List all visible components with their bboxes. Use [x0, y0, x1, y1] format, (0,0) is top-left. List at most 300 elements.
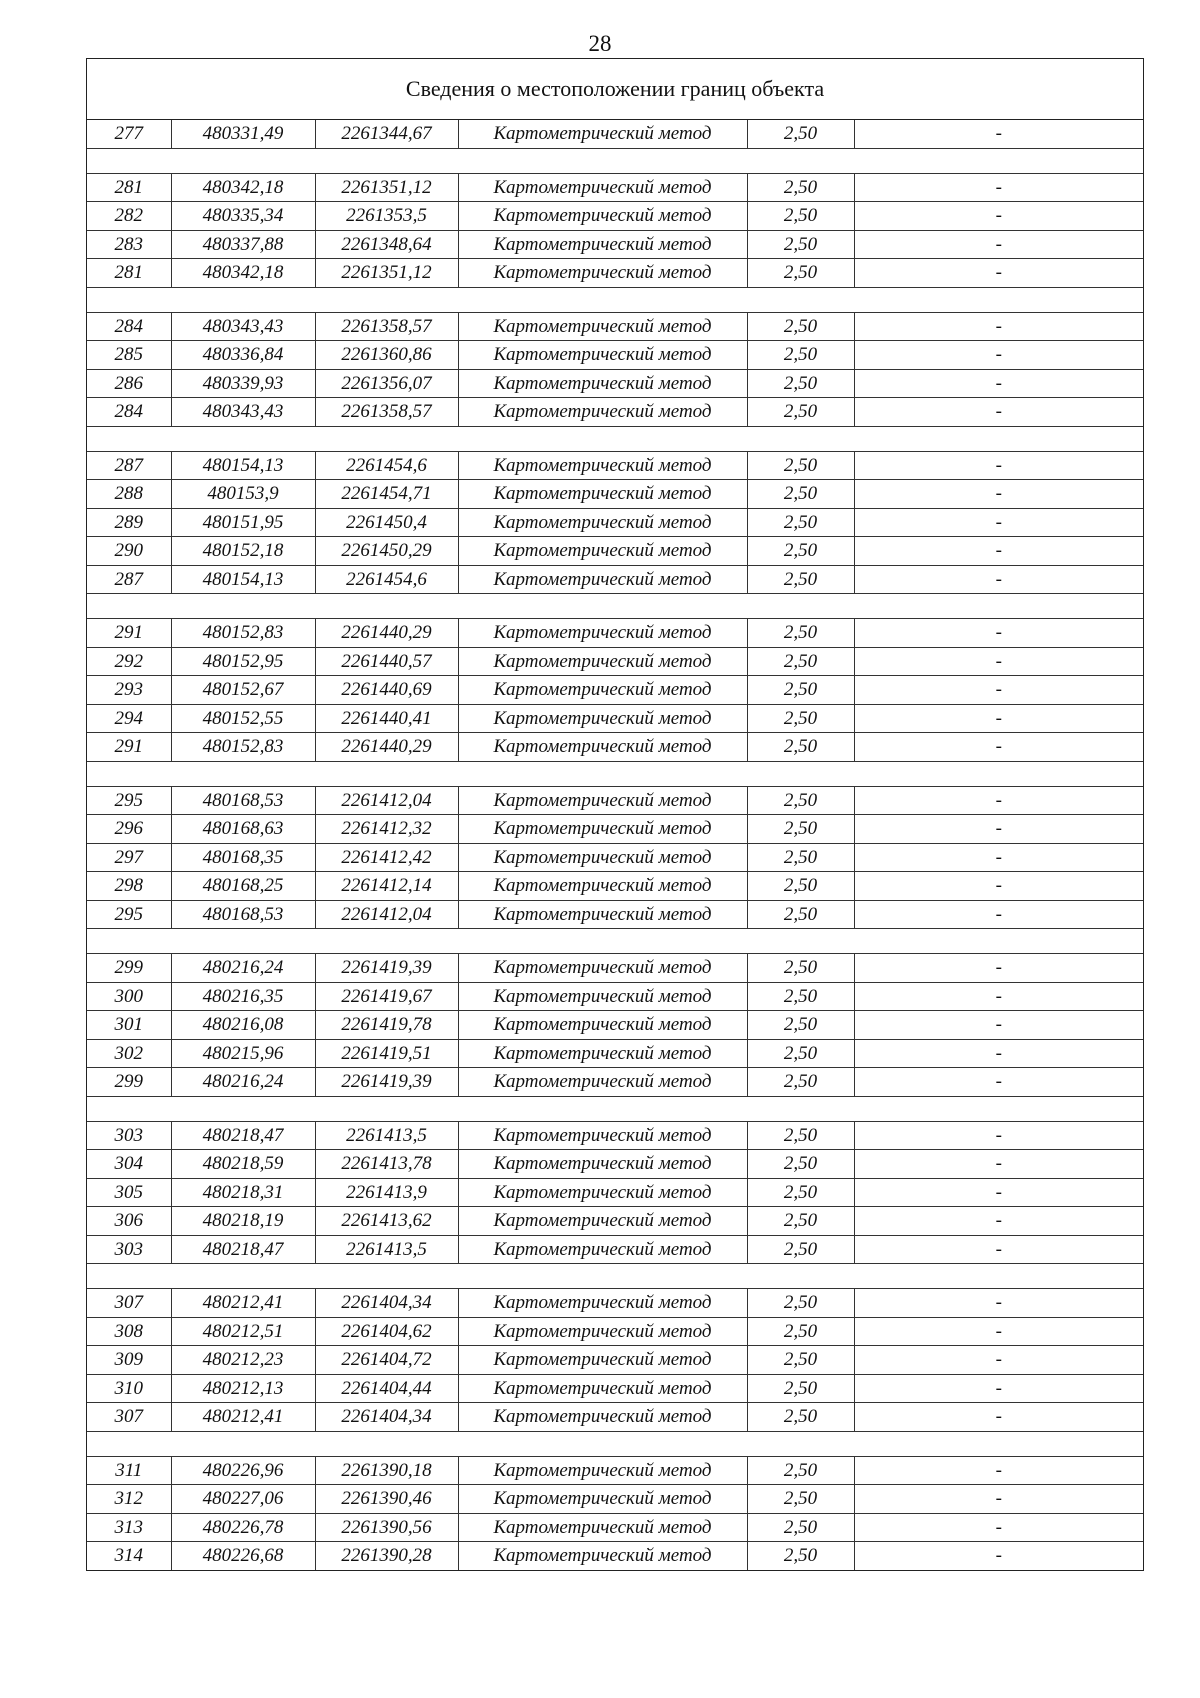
point-number-cell: 288: [87, 480, 171, 509]
method-cell: Картометрический метод: [458, 120, 747, 148]
method-cell: Картометрический метод: [458, 1542, 747, 1570]
coord-x-cell: 480151,95: [171, 508, 315, 537]
coord-x-cell: 480339,93: [171, 369, 315, 398]
coord-y-cell: 2261450,4: [315, 508, 458, 537]
point-number-cell: 294: [87, 704, 171, 733]
method-cell: Картометрический метод: [458, 341, 747, 370]
method-cell: Картометрический метод: [458, 173, 747, 202]
accuracy-cell: 2,50: [747, 480, 854, 509]
page-number: 28: [588, 31, 612, 56]
coord-y-cell: 2261360,86: [315, 341, 458, 370]
table-row: [87, 1346, 1143, 1375]
coord-y-cell: 2261351,12: [315, 173, 458, 202]
description-cell: -: [854, 1403, 1143, 1432]
coord-y-cell: 2261419,51: [315, 1039, 458, 1068]
coord-y-cell: 2261413,9: [315, 1178, 458, 1207]
accuracy-cell: 2,50: [747, 843, 854, 872]
description-cell: -: [854, 1039, 1143, 1068]
accuracy-cell: 2,50: [747, 786, 854, 815]
accuracy-cell: 2,50: [747, 398, 854, 427]
coord-y-cell: 2261351,12: [315, 259, 458, 288]
coord-x-cell: 480168,35: [171, 843, 315, 872]
method-cell: Картометрический метод: [458, 1235, 747, 1264]
accuracy-cell: 2,50: [747, 537, 854, 566]
coord-y-cell: 2261390,56: [315, 1513, 458, 1542]
coord-x-cell: 480342,18: [171, 259, 315, 288]
coord-x-cell: 480342,18: [171, 173, 315, 202]
description-cell: -: [854, 676, 1143, 705]
description-cell: -: [854, 369, 1143, 398]
table-row: [87, 1317, 1143, 1346]
coord-y-cell: 2261440,41: [315, 704, 458, 733]
method-cell: Картометрический метод: [458, 1456, 747, 1485]
coord-x-cell: 480337,88: [171, 230, 315, 259]
table-row: [87, 1178, 1143, 1207]
point-number-cell: 289: [87, 508, 171, 537]
description-cell: -: [854, 1542, 1143, 1570]
group-separator-cell: [87, 761, 1143, 786]
description-cell: -: [854, 1235, 1143, 1264]
coord-y-cell: 2261440,29: [315, 619, 458, 648]
group-separator-cell: [87, 287, 1143, 312]
point-number-cell: 312: [87, 1485, 171, 1514]
coord-y-cell: 2261390,18: [315, 1456, 458, 1485]
coord-x-cell: 480216,08: [171, 1011, 315, 1040]
table-row: [87, 173, 1143, 202]
coord-x-cell: 480335,34: [171, 202, 315, 231]
accuracy-cell: 2,50: [747, 565, 854, 594]
coord-x-cell: 480218,31: [171, 1178, 315, 1207]
method-cell: Картометрический метод: [458, 900, 747, 929]
coord-x-cell: 480152,83: [171, 733, 315, 762]
accuracy-cell: 2,50: [747, 1403, 854, 1432]
accuracy-cell: 2,50: [747, 1456, 854, 1485]
coord-y-cell: 2261390,28: [315, 1542, 458, 1570]
point-number-cell: 284: [87, 398, 171, 427]
method-cell: Картометрический метод: [458, 565, 747, 594]
table-row: [87, 982, 1143, 1011]
accuracy-cell: 2,50: [747, 647, 854, 676]
method-cell: Картометрический метод: [458, 1121, 747, 1150]
description-cell: -: [854, 565, 1143, 594]
point-number-cell: 282: [87, 202, 171, 231]
group-separator-cell: [87, 594, 1143, 619]
point-number-cell: 295: [87, 900, 171, 929]
point-number-cell: 313: [87, 1513, 171, 1542]
table-row: [87, 1456, 1143, 1485]
accuracy-cell: 2,50: [747, 676, 854, 705]
coord-x-cell: 480212,41: [171, 1403, 315, 1432]
coord-x-cell: 480343,43: [171, 312, 315, 341]
table-row: [87, 202, 1143, 231]
group-separator-cell: [87, 148, 1143, 173]
description-cell: -: [854, 1374, 1143, 1403]
method-cell: Картометрический метод: [458, 1039, 747, 1068]
description-cell: -: [854, 1068, 1143, 1097]
point-number-cell: 306: [87, 1207, 171, 1236]
point-number-cell: 296: [87, 815, 171, 844]
description-cell: -: [854, 647, 1143, 676]
table-row: [87, 1374, 1143, 1403]
coord-y-cell: 2261404,62: [315, 1317, 458, 1346]
description-cell: -: [854, 202, 1143, 231]
table-row: [87, 704, 1143, 733]
coord-y-cell: 2261353,5: [315, 202, 458, 231]
coord-y-cell: 2261440,29: [315, 733, 458, 762]
coord-y-cell: 2261358,57: [315, 312, 458, 341]
coord-x-cell: 480226,78: [171, 1513, 315, 1542]
method-cell: Картометрический метод: [458, 369, 747, 398]
accuracy-cell: 2,50: [747, 982, 854, 1011]
coord-y-cell: 2261454,71: [315, 480, 458, 509]
description-cell: -: [854, 1317, 1143, 1346]
accuracy-cell: 2,50: [747, 1317, 854, 1346]
accuracy-cell: 2,50: [747, 1011, 854, 1040]
table-row: [87, 872, 1143, 901]
accuracy-cell: 2,50: [747, 1121, 854, 1150]
coord-y-cell: 2261412,04: [315, 786, 458, 815]
accuracy-cell: 2,50: [747, 900, 854, 929]
coord-x-cell: 480152,18: [171, 537, 315, 566]
group-separator-cell: [87, 426, 1143, 451]
coord-y-cell: 2261440,69: [315, 676, 458, 705]
coord-x-cell: 480218,59: [171, 1150, 315, 1179]
coord-x-cell: 480152,67: [171, 676, 315, 705]
point-number-cell: 291: [87, 619, 171, 648]
point-number-cell: 287: [87, 451, 171, 480]
point-number-cell: 284: [87, 312, 171, 341]
table-row: [87, 843, 1143, 872]
accuracy-cell: 2,50: [747, 954, 854, 983]
coord-x-cell: 480152,83: [171, 619, 315, 648]
description-cell: -: [854, 451, 1143, 480]
accuracy-cell: 2,50: [747, 1235, 854, 1264]
point-number-cell: 290: [87, 537, 171, 566]
group-separator-row: [87, 1264, 1143, 1289]
table-row: [87, 733, 1143, 762]
coord-y-cell: 2261419,78: [315, 1011, 458, 1040]
description-cell: -: [854, 1178, 1143, 1207]
accuracy-cell: 2,50: [747, 1542, 854, 1570]
table-row: [87, 954, 1143, 983]
method-cell: Картометрический метод: [458, 982, 747, 1011]
point-number-cell: 311: [87, 1456, 171, 1485]
description-cell: -: [854, 954, 1143, 983]
coord-x-cell: 480168,25: [171, 872, 315, 901]
description-cell: -: [854, 230, 1143, 259]
method-cell: Картометрический метод: [458, 259, 747, 288]
group-separator-row: [87, 929, 1143, 954]
method-cell: Картометрический метод: [458, 1513, 747, 1542]
table-row: [87, 1150, 1143, 1179]
table-row: [87, 676, 1143, 705]
coord-y-cell: 2261413,5: [315, 1235, 458, 1264]
table-row: [87, 619, 1143, 648]
coord-x-cell: 480218,47: [171, 1121, 315, 1150]
coord-y-cell: 2261404,44: [315, 1374, 458, 1403]
coord-y-cell: 2261412,14: [315, 872, 458, 901]
accuracy-cell: 2,50: [747, 1374, 854, 1403]
group-separator-cell: [87, 1264, 1143, 1289]
accuracy-cell: 2,50: [747, 1178, 854, 1207]
point-number-cell: 303: [87, 1235, 171, 1264]
coord-y-cell: 2261358,57: [315, 398, 458, 427]
point-number-cell: 305: [87, 1178, 171, 1207]
description-cell: -: [854, 872, 1143, 901]
table-row: [87, 508, 1143, 537]
table-row: [87, 1121, 1143, 1150]
table-row: [87, 537, 1143, 566]
table-row: [87, 647, 1143, 676]
method-cell: Картометрический метод: [458, 480, 747, 509]
description-cell: -: [854, 259, 1143, 288]
coord-x-cell: 480154,13: [171, 451, 315, 480]
coord-x-cell: 480212,41: [171, 1289, 315, 1318]
accuracy-cell: 2,50: [747, 341, 854, 370]
method-cell: Картометрический метод: [458, 733, 747, 762]
point-number-cell: 307: [87, 1289, 171, 1318]
accuracy-cell: 2,50: [747, 1207, 854, 1236]
accuracy-cell: 2,50: [747, 259, 854, 288]
group-separator-row: [87, 148, 1143, 173]
description-cell: -: [854, 786, 1143, 815]
table-row: [87, 565, 1143, 594]
point-number-cell: 302: [87, 1039, 171, 1068]
method-cell: Картометрический метод: [458, 1178, 747, 1207]
description-cell: -: [854, 843, 1143, 872]
coord-x-cell: 480227,06: [171, 1485, 315, 1514]
point-number-cell: 303: [87, 1121, 171, 1150]
method-cell: Картометрический метод: [458, 1485, 747, 1514]
coord-x-cell: 480168,53: [171, 786, 315, 815]
description-cell: -: [854, 1011, 1143, 1040]
description-cell: -: [854, 537, 1143, 566]
point-number-cell: 307: [87, 1403, 171, 1432]
group-separator-cell: [87, 929, 1143, 954]
table-row: [87, 480, 1143, 509]
method-cell: Картометрический метод: [458, 676, 747, 705]
table-row: [87, 120, 1143, 148]
table-row: [87, 1513, 1143, 1542]
point-number-cell: 293: [87, 676, 171, 705]
coord-x-cell: 480216,24: [171, 1068, 315, 1097]
method-cell: Картометрический метод: [458, 786, 747, 815]
coord-x-cell: 480153,9: [171, 480, 315, 509]
accuracy-cell: 2,50: [747, 1068, 854, 1097]
point-number-cell: 299: [87, 954, 171, 983]
point-number-cell: 283: [87, 230, 171, 259]
table-row: [87, 369, 1143, 398]
method-cell: Картометрический метод: [458, 1317, 747, 1346]
coord-x-cell: 480343,43: [171, 398, 315, 427]
group-separator-row: [87, 1096, 1143, 1121]
coord-y-cell: 2261413,62: [315, 1207, 458, 1236]
method-cell: Картометрический метод: [458, 1289, 747, 1318]
description-cell: -: [854, 900, 1143, 929]
point-number-cell: 281: [87, 259, 171, 288]
group-separator-row: [87, 761, 1143, 786]
coord-y-cell: 2261348,64: [315, 230, 458, 259]
description-cell: -: [854, 508, 1143, 537]
table-row: [87, 230, 1143, 259]
accuracy-cell: 2,50: [747, 202, 854, 231]
coord-x-cell: 480218,47: [171, 1235, 315, 1264]
accuracy-cell: 2,50: [747, 1346, 854, 1375]
description-cell: -: [854, 982, 1143, 1011]
group-separator-row: [87, 287, 1143, 312]
coord-y-cell: 2261440,57: [315, 647, 458, 676]
method-cell: Картометрический метод: [458, 230, 747, 259]
coord-y-cell: 2261412,32: [315, 815, 458, 844]
group-separator-cell: [87, 1096, 1143, 1121]
method-cell: Картометрический метод: [458, 202, 747, 231]
method-cell: Картометрический метод: [458, 537, 747, 566]
coord-y-cell: 2261390,46: [315, 1485, 458, 1514]
description-cell: -: [854, 341, 1143, 370]
coord-x-cell: 480216,35: [171, 982, 315, 1011]
table-row: [87, 1289, 1143, 1318]
method-cell: Картометрический метод: [458, 1068, 747, 1097]
method-cell: Картометрический метод: [458, 508, 747, 537]
coord-y-cell: 2261404,34: [315, 1403, 458, 1432]
point-number-cell: 314: [87, 1542, 171, 1570]
description-cell: -: [854, 619, 1143, 648]
coord-x-cell: 480226,68: [171, 1542, 315, 1570]
coord-y-cell: 2261413,78: [315, 1150, 458, 1179]
accuracy-cell: 2,50: [747, 1039, 854, 1068]
method-cell: Картометрический метод: [458, 1374, 747, 1403]
accuracy-cell: 2,50: [747, 508, 854, 537]
point-number-cell: 281: [87, 173, 171, 202]
point-number-cell: 286: [87, 369, 171, 398]
accuracy-cell: 2,50: [747, 120, 854, 148]
method-cell: Картометрический метод: [458, 619, 747, 648]
group-separator-row: [87, 1431, 1143, 1456]
accuracy-cell: 2,50: [747, 1289, 854, 1318]
accuracy-cell: 2,50: [747, 815, 854, 844]
accuracy-cell: 2,50: [747, 733, 854, 762]
group-separator-row: [87, 594, 1143, 619]
description-cell: -: [854, 1513, 1143, 1542]
table-row: [87, 1485, 1143, 1514]
coord-x-cell: 480152,95: [171, 647, 315, 676]
table-row: [87, 341, 1143, 370]
accuracy-cell: 2,50: [747, 872, 854, 901]
method-cell: Картометрический метод: [458, 954, 747, 983]
coord-x-cell: 480226,96: [171, 1456, 315, 1485]
accuracy-cell: 2,50: [747, 1485, 854, 1514]
point-number-cell: 295: [87, 786, 171, 815]
coordinates-table-body: [87, 120, 1143, 1570]
table-row: [87, 1542, 1143, 1570]
accuracy-cell: 2,50: [747, 1513, 854, 1542]
coord-x-cell: 480212,51: [171, 1317, 315, 1346]
table-row: [87, 398, 1143, 427]
method-cell: Картометрический метод: [458, 872, 747, 901]
coord-x-cell: 480336,84: [171, 341, 315, 370]
table-row: [87, 1011, 1143, 1040]
coord-x-cell: 480168,53: [171, 900, 315, 929]
method-cell: Картометрический метод: [458, 1011, 747, 1040]
description-cell: -: [854, 1346, 1143, 1375]
point-number-cell: 287: [87, 565, 171, 594]
description-cell: -: [854, 1485, 1143, 1514]
description-cell: -: [854, 173, 1143, 202]
method-cell: Картометрический метод: [458, 1346, 747, 1375]
coord-y-cell: 2261454,6: [315, 565, 458, 594]
coord-y-cell: 2261344,67: [315, 120, 458, 148]
table-row: [87, 259, 1143, 288]
method-cell: Картометрический метод: [458, 1207, 747, 1236]
boundary-coordinates-sheet: [86, 58, 1144, 1571]
point-number-cell: 285: [87, 341, 171, 370]
accuracy-cell: 2,50: [747, 704, 854, 733]
coord-y-cell: 2261419,39: [315, 1068, 458, 1097]
description-cell: -: [854, 1150, 1143, 1179]
method-cell: Картометрический метод: [458, 647, 747, 676]
coord-x-cell: 480212,13: [171, 1374, 315, 1403]
coord-x-cell: 480212,23: [171, 1346, 315, 1375]
coord-y-cell: 2261404,34: [315, 1289, 458, 1318]
point-number-cell: 299: [87, 1068, 171, 1097]
table-row: [87, 1207, 1143, 1236]
table-row: [87, 1039, 1143, 1068]
accuracy-cell: 2,50: [747, 312, 854, 341]
description-cell: -: [854, 1207, 1143, 1236]
coord-y-cell: 2261412,42: [315, 843, 458, 872]
method-cell: Картометрический метод: [458, 1150, 747, 1179]
table-row: [87, 900, 1143, 929]
method-cell: Картометрический метод: [458, 398, 747, 427]
coord-x-cell: 480216,24: [171, 954, 315, 983]
point-number-cell: 300: [87, 982, 171, 1011]
table-row: [87, 815, 1143, 844]
coord-y-cell: 2261356,07: [315, 369, 458, 398]
table-row: [87, 786, 1143, 815]
accuracy-cell: 2,50: [747, 1150, 854, 1179]
point-number-cell: 308: [87, 1317, 171, 1346]
description-cell: -: [854, 733, 1143, 762]
coord-x-cell: 480154,13: [171, 565, 315, 594]
accuracy-cell: 2,50: [747, 451, 854, 480]
table-row: [87, 451, 1143, 480]
method-cell: Картометрический метод: [458, 1403, 747, 1432]
description-cell: -: [854, 120, 1143, 148]
table-row: [87, 312, 1143, 341]
method-cell: Картометрический метод: [458, 312, 747, 341]
point-number-cell: 304: [87, 1150, 171, 1179]
description-cell: -: [854, 815, 1143, 844]
method-cell: Картометрический метод: [458, 704, 747, 733]
group-separator-cell: [87, 1431, 1143, 1456]
group-separator-row: [87, 426, 1143, 451]
point-number-cell: 301: [87, 1011, 171, 1040]
coord-y-cell: 2261454,6: [315, 451, 458, 480]
table-row: [87, 1403, 1143, 1432]
coord-x-cell: 480152,55: [171, 704, 315, 733]
coord-y-cell: 2261419,67: [315, 982, 458, 1011]
point-number-cell: 298: [87, 872, 171, 901]
coord-x-cell: 480215,96: [171, 1039, 315, 1068]
method-cell: Картометрический метод: [458, 843, 747, 872]
accuracy-cell: 2,50: [747, 369, 854, 398]
table-title: Сведения о местоположении границ объекта: [87, 59, 1143, 120]
coord-x-cell: 480168,63: [171, 815, 315, 844]
accuracy-cell: 2,50: [747, 173, 854, 202]
description-cell: -: [854, 480, 1143, 509]
point-number-cell: 291: [87, 733, 171, 762]
accuracy-cell: 2,50: [747, 230, 854, 259]
